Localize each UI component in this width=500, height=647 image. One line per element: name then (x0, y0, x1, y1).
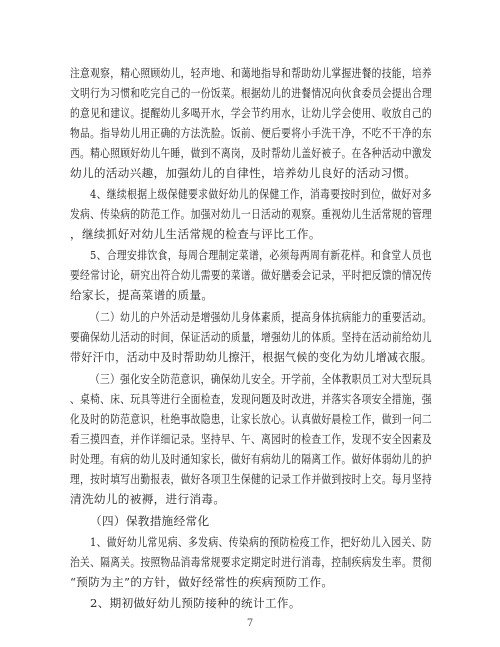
text-line: “预防为主”的方针，做好经常性的疾病预防工作。 (70, 575, 334, 589)
text-line: 2、期初做好幼儿预防接种的统计工作。 (90, 596, 301, 610)
text-line: 看三摸四查，并作详细记录。坚持早、午、离园时的检查工作，发现不安全因素及 (70, 432, 432, 446)
text-line: 、桌椅、床、玩具等进行全面检查，发现问题及时改进，并落实各项安全措施，强 (70, 392, 432, 406)
text-line: 文明行为习惯和吃完自己的一份饭菜。根据幼儿的进餐情况向伙食委员会提出合理 (70, 86, 432, 100)
text-line: 要经常讨论，研究出符合幼儿需要的菜谱。做好膳委会记录，平时把反馈的情况传 (70, 268, 432, 282)
text-line: 的意见和建议。提醒幼儿多喝开水，学会节约用水，让幼儿学会使用、收放自己的 (70, 106, 432, 120)
text-line: 给家长，提高菜谱的质量。 (70, 288, 214, 302)
text-line: 要确保幼儿活动的时间，保证活动的质量，增强幼儿的体质。坚持在活动前给幼儿 (70, 330, 432, 344)
text-line: 理，按时填写出勤报表，做好各项卫生保健的记录工作并做到按时上交。每月坚持 (70, 472, 432, 486)
text-line: 清洗幼儿的被褥，进行消毒。 (70, 492, 226, 506)
text-line: 1、做好幼儿常见病、多发病、传染病的预防检疫工作，把好幼儿入园关、防 (90, 535, 432, 549)
text-line: ，继续抓好对幼儿生活常规的检查与评比工作。 (70, 227, 321, 241)
text-line: 发病、传染病的防范工作。加强对幼儿一日活动的观察。重视幼儿生活常规的管理 (70, 207, 432, 221)
text-line: 带好汗巾，活动中及时帮助幼儿擦汗，根据气候的变化为幼儿增减衣服。 (70, 350, 433, 364)
text-line: 注意观察，精心照顾幼儿，轻声地、和蔼地指导和帮助幼儿掌握进餐的技能，培养 (70, 66, 432, 80)
section-heading: （四）保教措施经常化 (90, 514, 210, 528)
text-line: 幼儿的活动兴趣，加强幼儿的自律性，培养幼儿良好的活动习惯。 (70, 166, 417, 180)
page-number: 7 (246, 618, 254, 629)
text-line: 4、继续根据上级保健要求做好幼儿的保健工作，消毒要按时到位，做好对多 (90, 187, 432, 201)
text-line: 时处理。有病的幼儿及时通知家长，做好有病幼儿的隔离工作。做好体弱幼儿的护 (70, 452, 432, 466)
text-line: 化及时的防范意识，杜绝事故隐患，让家长放心。认真做好晨检工作，做到一问二 (70, 412, 432, 426)
text-line: 西。精心照顾好幼儿午睡，做到不离岗，及时帮幼儿盖好被子。在各种活动中激发 (70, 146, 432, 160)
text-line: 治关、隔离关。按照物品消毒常规要求定期定时进行消毒，控制疾病发生率。贯彻 (70, 555, 432, 569)
section-heading: （二）幼儿的户外活动是增强幼儿身体素质，提高身体抗病能力的重要活动。 (90, 310, 433, 324)
text-line: 5、合理安排饮食，每周合理制定菜谱，必须每两周有新花样。和食堂人员也 (90, 248, 432, 262)
text-line: 物品。指导幼儿用正确的方法洗脸。饭前、便后要将小手洗干净，不吃不干净的东 (70, 126, 432, 140)
section-heading: （三）强化安全防范意识，确保幼儿安全。开学前，全体教职员工对大型玩具 (90, 372, 433, 386)
